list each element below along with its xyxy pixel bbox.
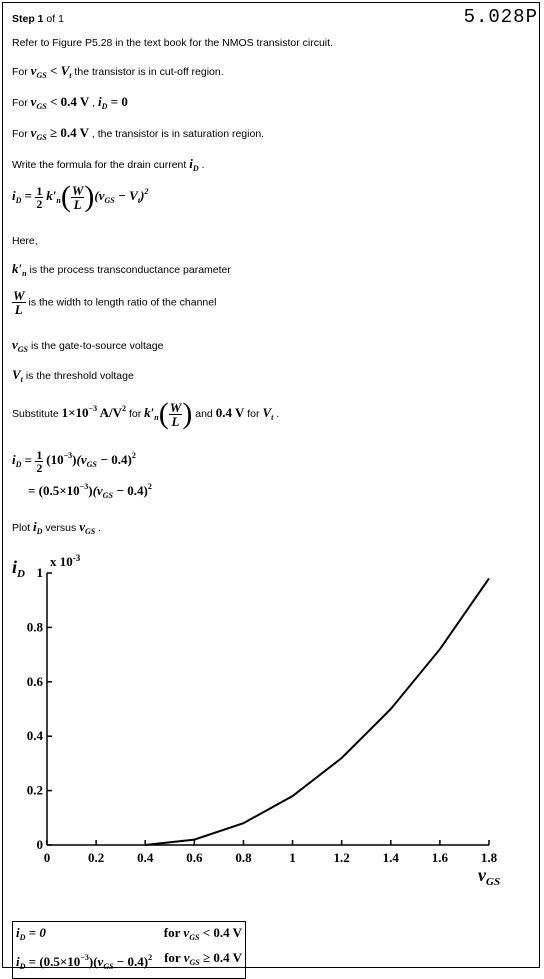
saturation-line: For $v_{GS} \ge 0.4$ V , the transistor is in saturation region. xyxy=(12,125,265,142)
problem-code: 5.028P xyxy=(463,6,538,28)
wl-definition: $\frac{W}{L}$ is the width to length ratio of the channel xyxy=(13,288,217,317)
kn-definition: $k'_n$ is the process transconductance parameter xyxy=(12,261,231,278)
y-tick-label: 0 xyxy=(36,837,43,852)
x-tick-label: 0.2 xyxy=(87,850,105,865)
vgs-definition: $v_{GS}$ is the gate-to-source voltage xyxy=(12,337,164,354)
y-multiplier: x $10^{-3}$ xyxy=(50,553,81,569)
x-tick-label: 1.4 xyxy=(382,850,399,865)
y-tick-label: 0.4 xyxy=(26,728,43,744)
drain-current-formula: $i_D$ = $\frac{1}{2}$ $k'_n$( $\frac{W}{L}$ )$(v_{GS} - V_t)^2$ xyxy=(12,180,149,213)
substitution-result-2: = $(0.5\times 10^{-3})(v_{GS} - 0.4)^2$ xyxy=(28,482,152,500)
zero-current-line: For $v_{GS} < 0.4$ V , $i_D = 0$ xyxy=(12,94,128,111)
x-tick-label: 1.2 xyxy=(333,850,350,865)
here-label: Here, xyxy=(12,235,38,247)
y-tick-label: 1 xyxy=(36,565,43,580)
x-tick-label: 1.6 xyxy=(431,850,449,865)
summary-box xyxy=(12,921,246,979)
summary-row-2: $i_D = (0.5\times 10^{-3})(v_{GS} - 0.4)^2$ for $v_{GS} \ge 0.4$ V xyxy=(16,950,242,971)
x-tick-label: 1 xyxy=(289,850,296,865)
summary-row-1: $i_D = 0$ for $v_{GS} < 0.4$ V xyxy=(16,925,242,942)
substitute-line: Substitute $1\times 10^{-3}$ $A/V^2$ for $k'_n$( $\frac{W}{L}$ ) and 0.4 V for $V_t$ . xyxy=(12,397,280,430)
x-tick-label: 0.6 xyxy=(186,850,203,865)
id-vs-vgs-chart xyxy=(0,548,544,888)
y-tick-label: 0.8 xyxy=(26,619,43,635)
cutoff-line: For $v_{GS} < V_t$ the transistor is in cut-off region. xyxy=(12,63,224,80)
refer-text: Refer to Figure P5.28 in the text book for the NMOS transistor circuit. xyxy=(12,37,333,49)
y-tick-label: 0.6 xyxy=(26,673,43,689)
x-axis-label: $v_{GS}$ xyxy=(478,865,501,888)
plot-line: Plot $i_D$ versus $v_{GS}$ . xyxy=(12,519,102,536)
step-label: Step 1 of 1 xyxy=(12,13,64,25)
vt-definition: $V_t$ is the threshold voltage xyxy=(12,367,134,384)
x-tick-label: 1.8 xyxy=(480,850,498,865)
x-tick-label: 0.8 xyxy=(235,850,252,865)
substitution-result-1: $i_D$ = $\frac{1}{2}$ $(10^{-3})(v_{GS} - 0.4)^2$ xyxy=(12,448,136,475)
y-tick-label: 0.2 xyxy=(26,782,43,798)
series-line xyxy=(145,578,489,845)
y-axis-label: $i_D$ xyxy=(12,557,25,580)
x-tick-label: 0 xyxy=(43,850,51,865)
write-formula-line: Write the formula for the drain current $i_D$ . xyxy=(12,156,205,173)
x-tick-label: 0.4 xyxy=(137,850,154,865)
